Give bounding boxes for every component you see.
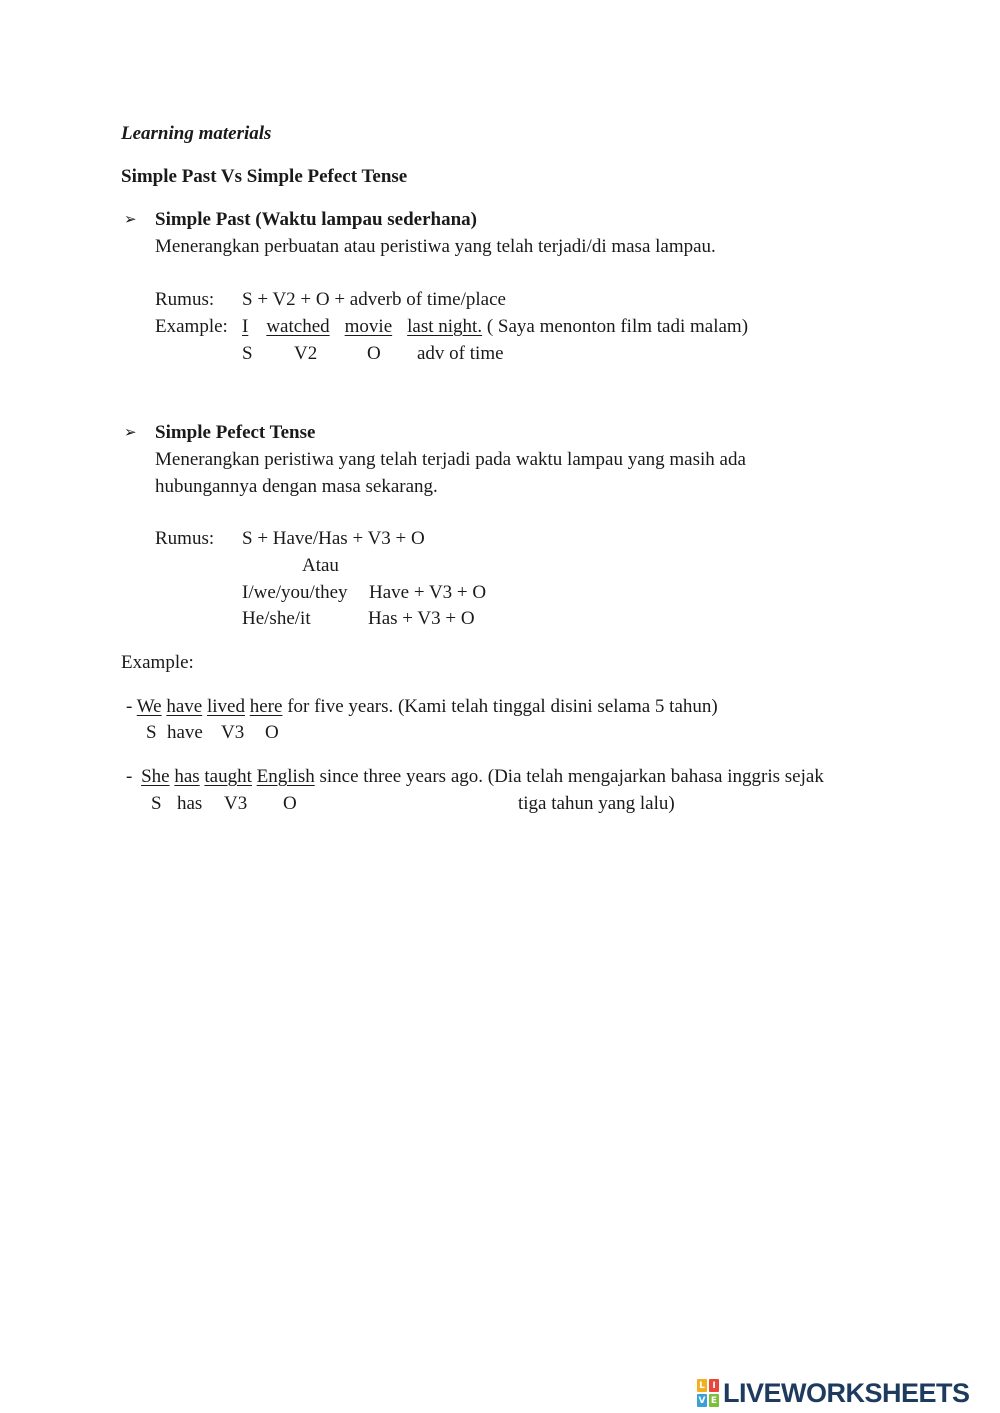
example-verb: watched: [266, 316, 330, 337]
simple-past-title: Simple Past (Waktu lampau sederhana): [155, 209, 477, 230]
example-subject: We: [136, 696, 162, 717]
example-object: English: [256, 766, 315, 787]
example-verb: lived: [206, 696, 245, 717]
logo-tile: I: [709, 1379, 719, 1392]
example-object: movie: [344, 316, 393, 337]
simple-past-example-sentence: [242, 317, 748, 336]
logo-text: LIVEWORKSHEETS: [723, 1377, 970, 1408]
example-continuation: tiga tahun yang lalu): [518, 793, 675, 814]
tag-adverb: adv of time: [417, 343, 504, 364]
example-rest: for five years. (Kami telah tinggal disini selama 5 tahun): [282, 696, 718, 717]
present-perfect-title: Simple Pefect Tense: [155, 422, 316, 443]
present-perfect-description-line1: Menerangkan peristiwa yang telah terjadi pada waktu lampau yang masih ada: [155, 449, 746, 470]
tag-subject: S: [242, 343, 253, 364]
present-perfect-rumus-label: Rumus:: [155, 528, 215, 549]
simple-past-example-label: Example:: [155, 316, 228, 337]
example-object: here: [249, 696, 283, 717]
example-translation: ( Saya menonton film tadi malam): [482, 316, 749, 337]
logo-tiles-icon: [697, 1379, 719, 1407]
example-sentence-1: [126, 697, 718, 716]
example-verb: taught: [204, 766, 252, 787]
formula-have: Have + V3 + O: [369, 582, 487, 603]
example-subject: She: [141, 766, 170, 787]
tag-aux: has: [177, 793, 203, 814]
pronoun-group-singular: He/she/it: [242, 608, 311, 629]
section-heading: Learning materials: [121, 123, 272, 144]
tag-object: O: [265, 722, 279, 743]
formula-has: Has + V3 + O: [368, 608, 475, 629]
dash: -: [126, 696, 133, 717]
logo-tile: L: [697, 1379, 707, 1392]
example-rest: since three years ago. (Dia telah mengajarkan bahasa inggris sejak: [314, 766, 824, 787]
logo-tile: E: [710, 1395, 718, 1406]
liveworksheets-logo: [697, 1378, 970, 1408]
present-perfect-formula: S + Have/Has + V3 + O: [242, 528, 425, 549]
present-perfect-description-line2: hubungannya dengan masa sekarang.: [155, 476, 438, 497]
tag-verb: V3: [224, 793, 248, 814]
bullet-arrow-icon: ➢: [124, 210, 137, 228]
dash: -: [126, 766, 133, 787]
example-aux: have: [166, 696, 203, 717]
tag-object: O: [367, 343, 381, 364]
bullet-arrow-icon: ➢: [124, 423, 137, 441]
example-sentence-2: [126, 767, 824, 786]
tag-subject: S: [151, 793, 162, 814]
simple-past-description: Menerangkan perbuatan atau peristiwa yang telah terjadi/di masa lampau.: [155, 236, 716, 257]
simple-past-formula: S + V2 + O + adverb of time/place: [242, 289, 506, 310]
simple-past-rumus-label: Rumus:: [155, 289, 215, 310]
tag-aux: have: [167, 722, 203, 743]
logo-tile: V: [698, 1395, 706, 1406]
tag-verb: V2: [294, 343, 318, 364]
examples-label: Example:: [121, 652, 194, 673]
example-aux: has: [174, 766, 200, 787]
page-title: Simple Past Vs Simple Pefect Tense: [121, 166, 408, 187]
tag-object: O: [283, 793, 297, 814]
tag-subject: S: [146, 722, 157, 743]
pronoun-group-plural: I/we/you/they: [242, 582, 348, 603]
present-perfect-or-label: Atau: [302, 555, 339, 576]
tag-verb: V3: [221, 722, 245, 743]
example-adverb: last night.: [407, 316, 483, 337]
example-subject: I: [242, 316, 249, 337]
